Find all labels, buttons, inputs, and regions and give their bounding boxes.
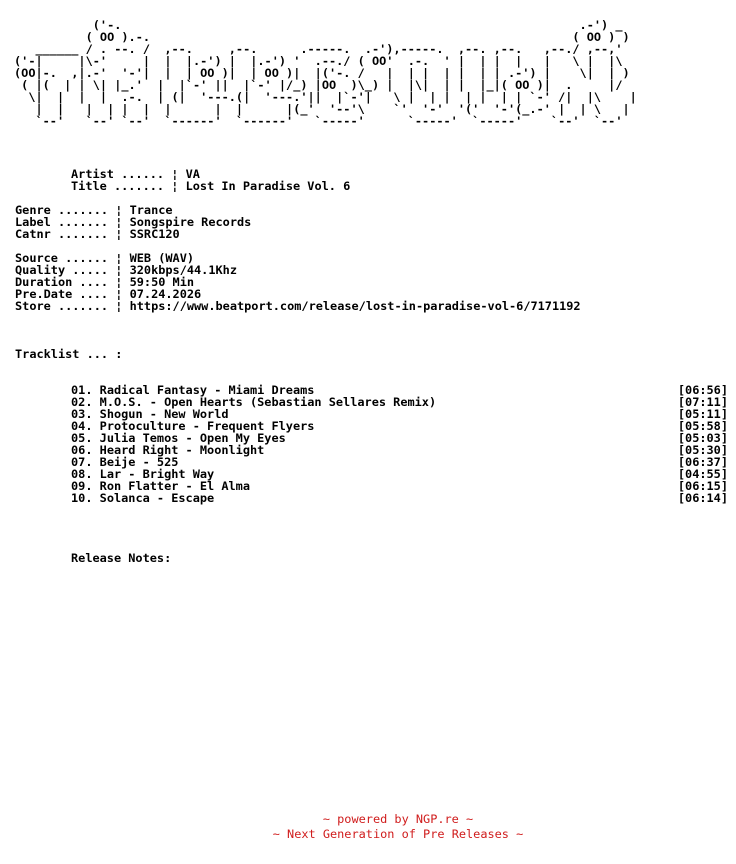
track-number: 07. (71, 455, 93, 469)
footer (0, 812, 736, 842)
track-duration: [04:55] (677, 467, 728, 481)
track-duration: [07:11] (677, 395, 728, 409)
track-title: Julia Temos - Open My Eyes (99, 431, 286, 445)
track-title: Protoculture - Frequent Flyers (99, 419, 315, 433)
title-row (71, 180, 350, 192)
track-title: Solanca - Escape (99, 491, 215, 505)
ascii-logo: ('-. .-') _ ( OO ).-. ( OO ) ) ______ / . --. / ,--. ,--. .-----. .-'),-----. ,--. ,--. ,--./ ,--,' ('-| |\-' | | |.-') | |.-') ' .--./ ( OO' .-. ' | | | | | \ | |\ (OO|-. ,|.-' '-'| | | OO )| | OO )| |('-. / | | | | | | | .-') | \| | ) ( |( | | \| |_.' | |`-' || |`-' |/_) |OO )\_) | |\| | | |_|( OO )| . |/ \| | | | .-. | (| '---.(| '---.'|| |`-'| \ | | | | | | | `-' /| |\ | | | | | | | | | | |(_' '--'\ `' '-' '(' '-'(_.-' | | \ | `--' `--' `--' `------' `------' `-----' `-----' `-----' `--' `--' (14, 18, 637, 128)
track-duration: [06:14] (677, 491, 728, 505)
tracklist-heading: Tracklist ... : (15, 347, 123, 361)
title-value: Lost In Paradise Vol. 6 (185, 179, 351, 193)
track-title: Lar - Bright Way (99, 467, 215, 481)
track-title: Heard Right - Moonlight (99, 443, 265, 457)
track-number: 01. (71, 383, 93, 397)
store-row (15, 300, 581, 312)
separator: ¦ (115, 263, 123, 277)
track-title: Ron Flatter - El Alma (99, 479, 250, 493)
separator: ¦ (115, 287, 123, 301)
footer-tagline: ~ Next Generation of Pre Releases ~ (272, 827, 524, 841)
genre-label: Genre ....... (15, 203, 109, 217)
track-number: 08. (71, 467, 93, 481)
store-link[interactable]: https://www.beatport.com/release/lost-in-paradise-vol-6/7171192 (129, 299, 581, 313)
track-number: 09. (71, 479, 93, 493)
source-value: WEB (WAV) (129, 251, 195, 265)
artist-label: Artist ...... (71, 167, 165, 181)
track-number: 10. (71, 491, 93, 505)
track-duration: [05:58] (677, 419, 728, 433)
predate-value: 07.24.2026 (129, 287, 202, 301)
store-label: Store ....... (15, 299, 109, 313)
separator: ¦ (115, 203, 123, 217)
track-duration: [06:56] (677, 383, 728, 397)
track-number: 04. (71, 419, 93, 433)
genre-value: Trance (129, 203, 173, 217)
source-label: Source ...... (15, 251, 109, 265)
separator: ¦ (115, 275, 123, 289)
track-number: 03. (71, 407, 93, 421)
footer-powered-by: ~ powered by NGP.re ~ (322, 812, 474, 826)
track-title: M.O.S. - Open Hearts (Sebastian Sellares Remix) (99, 395, 437, 409)
track-title: Beije - 525 (99, 455, 179, 469)
label-value: Songspire Records (129, 215, 252, 229)
track-duration: [06:15] (677, 479, 728, 493)
track-duration: [05:03] (677, 431, 728, 445)
label-label: Label ....... (15, 215, 109, 229)
separator: ¦ (171, 167, 179, 181)
track-duration: [05:30] (677, 443, 728, 457)
duration-value: 59:50 Min (129, 275, 195, 289)
separator: ¦ (115, 299, 123, 313)
track-number: 05. (71, 431, 93, 445)
separator: ¦ (115, 227, 123, 241)
track-number: 06. (71, 443, 93, 457)
separator: ¦ (115, 215, 123, 229)
quality-value: 320kbps/44.1Khz (129, 263, 237, 277)
track-title: Shogun - New World (99, 407, 229, 421)
release-notes-heading: Release Notes: (71, 551, 172, 565)
predate-label: Pre.Date .... (15, 287, 109, 301)
separator: ¦ (171, 179, 179, 193)
track-duration: [05:11] (677, 407, 728, 421)
duration-label: Duration .... (15, 275, 109, 289)
track-title: Radical Fantasy - Miami Dreams (99, 383, 315, 397)
catnr-value: SSRC120 (129, 227, 180, 241)
separator: ¦ (115, 251, 123, 265)
title-label: Title ....... (71, 179, 165, 193)
quality-label: Quality ..... (15, 263, 109, 277)
track-number: 02. (71, 395, 93, 409)
catnr-row (15, 228, 180, 240)
artist-value: VA (185, 167, 200, 181)
catnr-label: Catnr ....... (15, 227, 109, 241)
track-duration: [06:37] (677, 455, 728, 469)
